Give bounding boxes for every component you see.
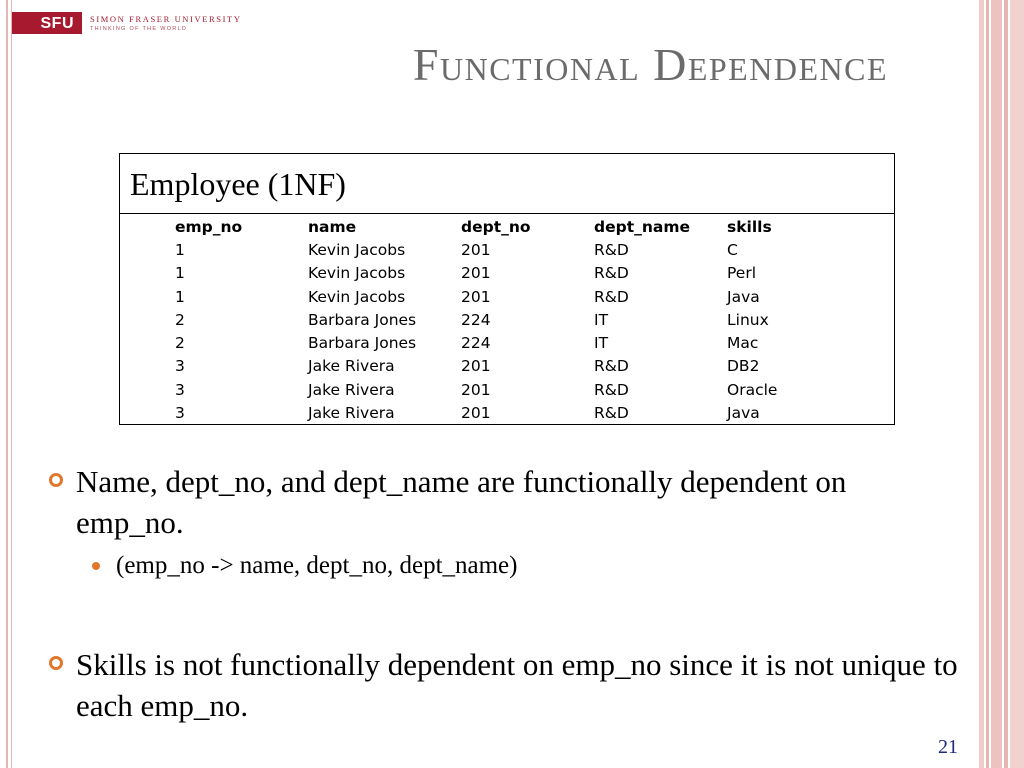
table-cell: Jake Rivera [308,357,395,376]
table-cell: R&D [594,404,629,423]
logo-abbrev: SFU [40,15,74,32]
table-cell: 201 [461,404,491,423]
table-cell: 3 [175,357,185,376]
table-cell: DB2 [727,357,760,376]
table-cell: 1 [175,264,185,283]
table-cell: 1 [175,240,185,259]
table-cell: 201 [461,380,491,399]
table-row [175,285,777,308]
table-cell: 3 [175,404,185,423]
logo-wordmark [90,12,242,34]
page-title: Functional Dependence [412,39,888,90]
table-cell: Jake Rivera [308,404,395,423]
left-decor-rule-1 [6,0,8,768]
sfu-logo [12,12,242,34]
column-header: name [308,217,357,236]
logo-mark [12,12,82,34]
table-cell: 224 [461,334,491,353]
table-row [175,331,777,354]
table-cell: Mac [727,334,759,353]
table-cell: Linux [727,310,769,329]
table-cell: Java [727,287,760,306]
right-border-stripe-4 [1004,0,1008,768]
table-cell: Kevin Jacobs [308,287,406,306]
table-cell: C [727,240,738,259]
table-cell: Jake Rivera [308,380,395,399]
employee-table-box [119,153,895,425]
sub-bullet-text: (emp_no -> name, dept_no, dept_name) [116,552,518,579]
table-cell: R&D [594,357,629,376]
table-row [175,401,777,424]
table-caption: Employee (1NF) [120,154,894,214]
bullet-text-1: Name, dept_no, and dept_name are functionally dependent on emp_no. [76,464,847,540]
right-border-stripe-3 [991,0,1002,768]
table-cell: 3 [175,380,185,399]
page-number: 21 [938,736,958,758]
logo-name: SIMON FRASER UNIVERSITY [90,13,242,24]
table-row [175,238,777,261]
table-cell: Barbara Jones [308,334,417,353]
bullet-text-2: Skills is not functionally dependent on emp_no since it is not unique to each emp_no. [76,647,958,723]
table-cell: IT [594,334,609,353]
table-row [175,378,777,401]
table-cell: Oracle [727,380,778,399]
table-cell: Kevin Jacobs [308,240,406,259]
table-cell: 2 [175,334,185,353]
table-cell: IT [594,310,609,329]
table-cell: Barbara Jones [308,310,417,329]
column-header: emp_no [175,217,243,236]
table-cell: 224 [461,310,491,329]
table-cell: 201 [461,264,491,283]
table-cell: 1 [175,287,185,306]
table-cell: 201 [461,287,491,306]
table-cell: Perl [727,264,757,283]
bullet-ring-icon [49,473,63,487]
sub-bullet-dot-icon [92,562,100,570]
right-border-stripe-2 [986,0,989,768]
column-header: dept_no [461,217,531,236]
table-header-row [175,215,777,238]
table-cell: R&D [594,240,629,259]
right-border-stripe-5 [1010,0,1024,768]
table-cell: R&D [594,287,629,306]
table-row [175,262,777,285]
table-cell: 201 [461,357,491,376]
table-cell: R&D [594,264,629,283]
bullet-ring-icon [49,656,63,670]
logo-tagline: THINKING OF THE WORLD [90,25,188,32]
table-row [175,355,777,378]
column-header: skills [727,217,772,236]
employee-table [175,215,777,425]
table-cell: Java [727,404,760,423]
column-header: dept_name [594,217,691,236]
table-cell: Kevin Jacobs [308,264,406,283]
table-cell: 201 [461,240,491,259]
table-cell: 2 [175,310,185,329]
table-cell: R&D [594,380,629,399]
table-row [175,308,777,331]
left-decor-rule-2 [11,0,12,768]
